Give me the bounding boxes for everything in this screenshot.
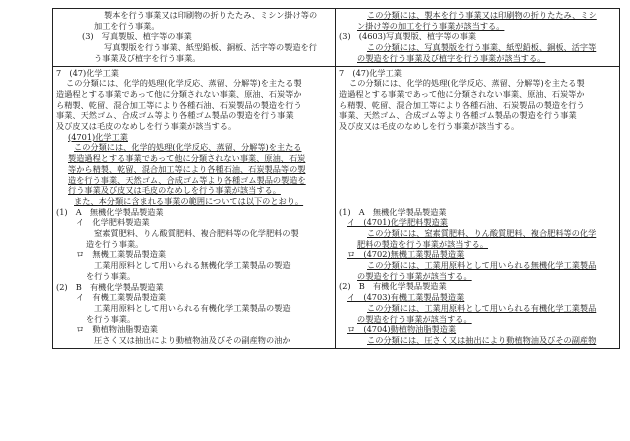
text-line: ロ 動植物油脂製造業 [76, 324, 158, 335]
text-line [339, 249, 616, 260]
text-line: 及び皮又は毛皮のなめしを行う事業が該当する。 [56, 121, 237, 132]
underlined-text: の製造を行う事業が該当する。 [357, 270, 472, 281]
text-line: 及び皮又は毛皮のなめしを行う事業が該当する。 [339, 121, 520, 132]
underlined-text: 等から精製、乾留、混合加工等により各種石油、石炭製品等の製 [68, 163, 306, 174]
left-4701-block [56, 132, 332, 207]
text-line: ら精製、乾留、混合加工等により各種石油、石炭製品の製造を行う [339, 99, 585, 110]
underlined-text: 肥料の製造を行う事業が該当する。 [357, 238, 489, 249]
underlined-text: の製造を行う事業及び植字を行う事業が該当する。 [357, 52, 546, 63]
text-line [339, 239, 616, 250]
text-line: 写真製版を行う事業、紙型鉛板、銅板、活字等の製造を行 [104, 42, 317, 53]
left-printing-block [56, 10, 332, 64]
text-line [56, 142, 332, 153]
underlined-text: この分類には、工業用原料として用いられる無機化学工業製品 [367, 260, 597, 271]
left-subcategory-block [56, 207, 332, 346]
text-line: (2) B 有機化学製品製造業 [339, 281, 447, 292]
text-line: 事業、天然ゴム、合成ゴム等より各種ゴム製品の製造を行う事業 [56, 110, 294, 121]
underlined-text: この分類には、化学的処理(化学反応、蒸留、分解等)を主たる [74, 142, 302, 153]
underlined-text: 製造過程とする事業であって他に分類されない事業、原油、石炭 [68, 153, 306, 164]
text-line: 事業、天然ゴム、合成ゴム等より各種ゴム製品の製造を行う事業 [339, 110, 577, 121]
underlined-text: この分類には、製本を行う事業又は印刷物の折りたたみ、ミシ [367, 10, 597, 20]
text-line [339, 228, 616, 239]
text-line [339, 303, 616, 314]
text-line [339, 53, 616, 64]
text-line [339, 335, 616, 346]
text-line: (1) A 無機化学製品製造業 [56, 206, 164, 217]
right-blank-gap [339, 132, 616, 207]
text-line [56, 196, 332, 207]
text-line [56, 153, 332, 164]
underlined-text: この分類には、写真製版を行う事業、紙型鉛板、銅板、活字等 [367, 42, 597, 53]
left-chemical-heading-block [56, 68, 332, 132]
underlined-text: 造を行う事業、天然ゴム、合成ゴム等より各種ゴム製品の製造を [68, 174, 306, 185]
text-line: この分類には、化学的処理(化学反応、蒸留、分解等)を主たる製 [66, 78, 302, 89]
text-line: 工業用原料として用いられる有機化学工業製品の製造 [94, 302, 291, 313]
text-line: 製本を行う事業又は印刷物の折りたたみ、ミシン掛け等の [104, 10, 318, 20]
text-line: 造過程とする事業であって他に分類されない事業、原油、石炭等か [56, 88, 302, 99]
text-line: 7 (47)化学工業 [339, 67, 402, 78]
text-line [339, 21, 616, 32]
text-line: 造過程とする事業であって他に分類されない事業、原油、石炭等か [339, 88, 585, 99]
text-line: (3) (4603)写真製版、植字等の事業 [339, 31, 477, 42]
underlined-text: ン掛け等の加工を行う事業が該当する。 [357, 20, 505, 31]
text-line: (1) A 無機化学製品製造業 [339, 206, 447, 217]
text-line [339, 314, 616, 325]
underlined-text: イ (4703)有機工業製品製造業 [347, 292, 465, 303]
underlined-text: この分類には、工業用原料として用いられる有機化学工業製品 [367, 302, 597, 313]
text-line: (2) B 有機化学製品製造業 [56, 281, 164, 292]
table-row [53, 9, 620, 67]
text-line [56, 185, 332, 196]
underlined-text: 行う事業及び皮又は毛皮のなめしを行う事業が該当する。 [68, 185, 281, 196]
text-line [56, 132, 332, 143]
right-printing-block [339, 10, 616, 64]
text-line [339, 260, 616, 271]
right-subcategory-block [339, 207, 616, 346]
text-line: 7 (47)化学工業 [56, 67, 119, 78]
text-line: を行う事業。 [86, 313, 136, 324]
text-line [339, 10, 616, 21]
left-cell-chemical [53, 66, 336, 348]
left-cell-printing [53, 9, 336, 67]
text-line: 造を行う事業。 [86, 238, 144, 249]
comparison-table [52, 8, 620, 349]
text-line [339, 324, 616, 335]
underlined-text: ロ (4704)動植物油脂製造業 [347, 324, 457, 335]
text-line: 窒素質肥料、りん酸質肥料、複合肥料等の化学肥料の製 [94, 228, 299, 239]
text-line: イ 化学肥料製造業 [76, 217, 150, 228]
text-line: 工業用原料として用いられる無機化学工業製品の製造 [94, 260, 291, 271]
text-line [56, 175, 332, 186]
text-line: ロ 無機工業製品製造業 [76, 249, 167, 260]
underlined-text: この分類には、圧さく又は抽出により動植物油及びその副産物 [367, 334, 597, 345]
underlined-text: の製造を行う事業が該当する。 [357, 313, 472, 324]
underlined-text: ロ (4702)無機工業製品製造業 [347, 249, 465, 260]
underlined-text: (4701)化学工業 [68, 131, 128, 142]
text-line: イ 有機工業製品製造業 [76, 292, 167, 303]
text-line: (3) 写真製版、植字等の事業 [82, 31, 192, 42]
right-cell-printing [336, 9, 620, 67]
underlined-text: また、本分類に含まれる事業の範囲については以下のとおり。 [74, 195, 304, 206]
text-line [339, 292, 616, 303]
text-line: ら精製、乾留、混合加工等により各種石油、石炭製品の製造を行う [56, 99, 302, 110]
right-chemical-heading-block [339, 68, 616, 132]
table-row [53, 66, 620, 348]
text-line: 加工を行う事業。 [94, 20, 160, 31]
text-line: う事業及び植字を行う事業。 [94, 52, 201, 63]
text-line [56, 164, 332, 175]
text-line [339, 42, 616, 53]
text-line [339, 271, 616, 282]
underlined-text: この分類には、窒素質肥料、りん酸質肥料、複合肥料等の化学 [367, 227, 597, 238]
text-line [339, 217, 616, 228]
underlined-text: イ (4701)化学肥料製造業 [347, 217, 448, 228]
right-cell-chemical [336, 66, 620, 348]
text-line: この分類には、化学的処理(化学反応、蒸留、分解等)を主たる製 [349, 78, 585, 89]
text-line: 圧さく又は抽出により動植物油及びその副産物の油か [94, 335, 291, 346]
text-line: を行う事業。 [86, 270, 136, 281]
